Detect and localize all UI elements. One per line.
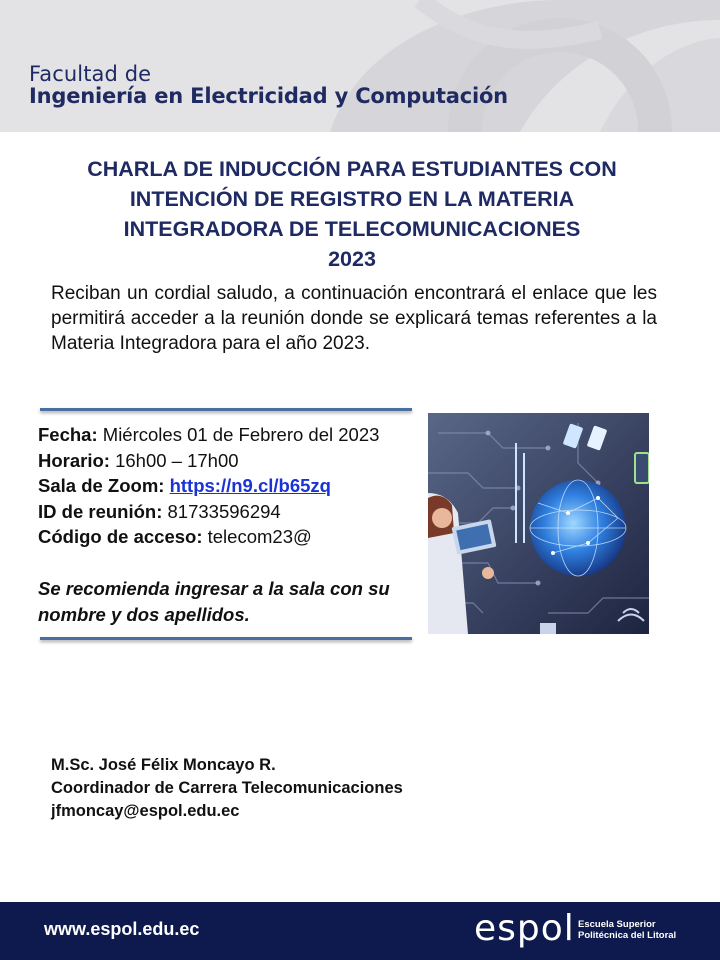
access-code-row [38, 524, 379, 550]
title-line: INTEGRADORA DE TELECOMUNICACIONES [123, 217, 581, 241]
title-line: INTENCIÓN DE REGISTRO EN LA MATERIA [129, 187, 575, 211]
date-row [38, 422, 379, 448]
top-divider [40, 408, 412, 411]
website-link[interactable]: www.espol.edu.ec [44, 919, 200, 939]
access-code-label: Código de acceso: [38, 526, 203, 547]
zoom-link[interactable]: https://n9.cl/b65zq [169, 475, 331, 496]
signer-name: M.Sc. José Félix Moncayo R. [51, 756, 276, 774]
title-year: 2023 [328, 247, 376, 271]
faculty-name-line2: Ingeniería en Electricidad y Computación [29, 84, 508, 108]
footer-bar [0, 902, 720, 960]
access-code-value: telecom23@ [202, 526, 312, 547]
signer-role: Coordinador de Carrera Telecomunicaciones [51, 779, 403, 797]
telecom-illustration [428, 413, 649, 634]
time-label: Horario: [38, 449, 110, 471]
date-label: Fecha: [38, 424, 98, 445]
recommendation-line: Se recomienda ingresar a la sala con su [38, 578, 390, 599]
logo-subtitle-line: Escuela Superior [578, 919, 656, 930]
header-banner [0, 0, 720, 132]
date-value: Miércoles 01 de Febrero del 2023 [97, 424, 380, 445]
recommendation-line: nombre y dos apellidos. [38, 603, 250, 625]
zoom-row [38, 473, 379, 499]
faculty-name-line1: Facultad de [29, 62, 152, 86]
meeting-id-label: ID de reunión: [38, 500, 163, 522]
meeting-details [38, 422, 379, 550]
announcement-title [40, 154, 664, 274]
intro-paragraph: Reciban un cordial saludo, a continuación encontrará el enlace que les permitirá acceder a la reunión donde se explicará temas referentes a la Materia Integradora para el año 2023. [51, 283, 657, 354]
zoom-label: Sala de Zoom: [38, 475, 165, 496]
time-row [38, 448, 379, 474]
recommendation-note [38, 576, 390, 627]
bottom-divider [40, 637, 412, 640]
meeting-id-row [38, 499, 379, 525]
meeting-id-value: 81733596294 [162, 500, 281, 522]
signer-email: jfmoncay@espol.edu.ec [51, 802, 240, 820]
signature-block [51, 754, 403, 823]
espol-logo: espol [474, 908, 575, 949]
espol-logo-subtitle [578, 919, 676, 941]
title-line: CHARLA DE INDUCCIÓN PARA ESTUDIANTES CON [87, 157, 617, 181]
time-value: 16h00 – 17h00 [109, 449, 239, 471]
logo-subtitle-line: Politécnica del Litoral [578, 930, 677, 941]
